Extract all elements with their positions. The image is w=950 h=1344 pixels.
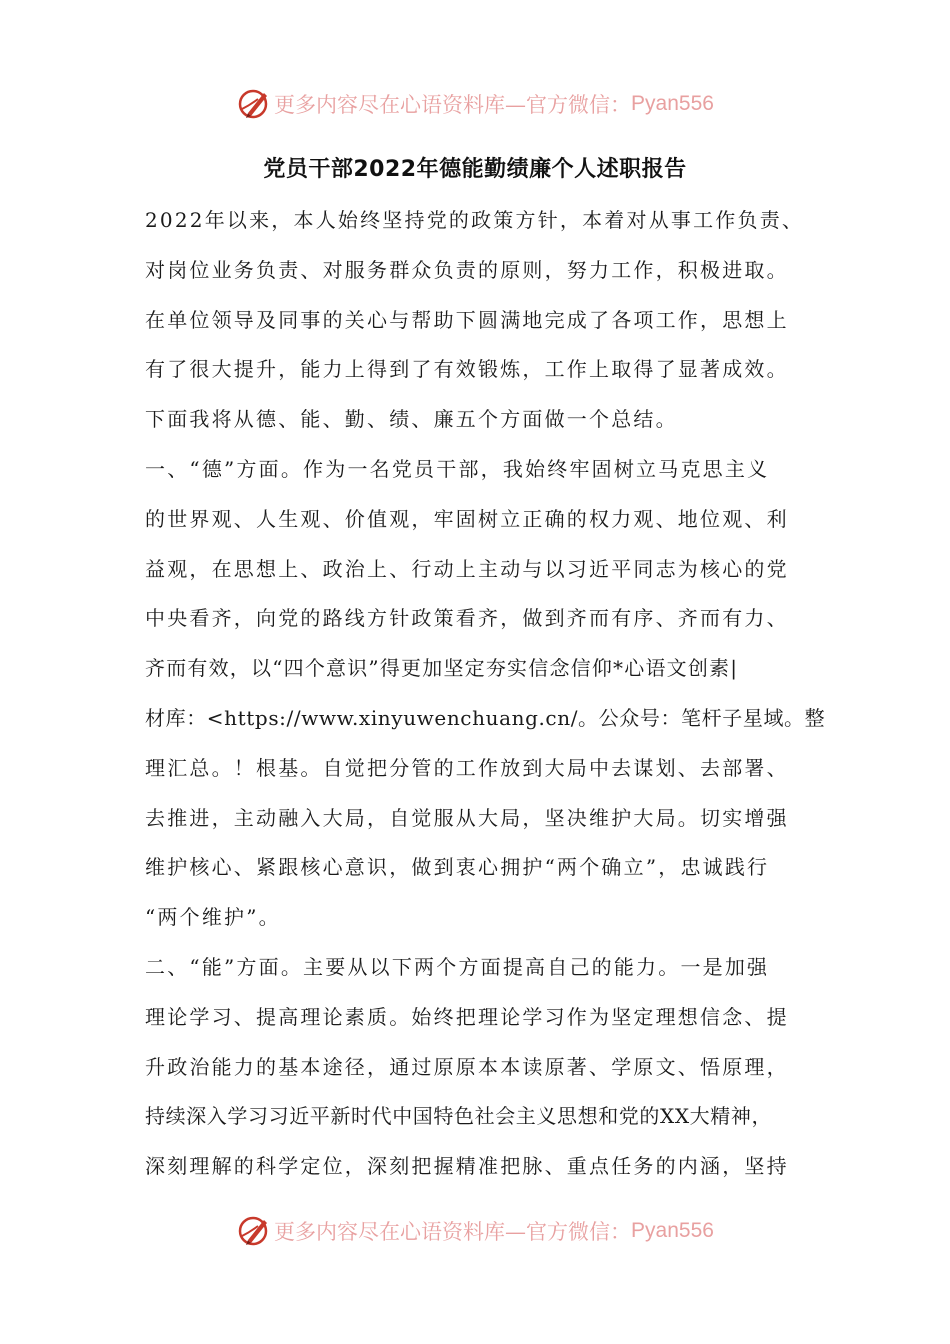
body-line: 材库：<https://www.xinyuwenchuang.cn/。公众号：笔杆子星域。整 bbox=[145, 705, 826, 730]
body-line: 理论学习、提高理论素质。始终把理论学习作为坚定理想信念、提 bbox=[145, 1004, 789, 1029]
header-banner-text: 更多内容尽在心语资料库—官方微信： bbox=[274, 93, 632, 117]
body-line: 维护核心、紧跟核心意识，做到衷心拥护“两个确立”，忠诚践行 bbox=[145, 855, 770, 880]
pen-circle-logo-icon bbox=[236, 87, 270, 121]
footer-banner-wechat: Pyan556 bbox=[631, 1219, 714, 1242]
body-line: 持续深入学习习近平新时代中国特色社会主义思想和党的XX大精神， bbox=[145, 1104, 773, 1129]
body-line: 中央看齐，向党的路线方针政策看齐，做到齐而有序、齐而有力、 bbox=[145, 606, 789, 631]
body-line: 的世界观、人生观、价值观，牢固树立正确的权力观、地位观、利 bbox=[145, 506, 789, 531]
body-line: 理汇总。！根基。自觉把分管的工作放到大局中去谋划、去部署、 bbox=[145, 755, 789, 780]
body-line: 二、“能”方面。主要从以下两个方面提高自己的能力。一是加强 bbox=[145, 954, 770, 979]
body-line: 一、“德”方面。作为一名党员干部，我始终牢固树立马克思主义 bbox=[145, 456, 770, 481]
body-line: 益观，在思想上、政治上、行动上主动与以习近平同志为核心的党 bbox=[145, 556, 789, 581]
body-line: 齐而有效，以“四个意识”得更加坚定夯实信念信仰*心语文创素| bbox=[145, 656, 739, 681]
body-line: 下面我将从德、能、勤、绩、廉五个方面做一个总结。 bbox=[145, 407, 678, 432]
document-body bbox=[145, 200, 826, 1196]
body-line: 去推进，主动融入大局，自觉服从大局，坚决维护大局。切实增强 bbox=[145, 805, 789, 830]
body-line: 有了很大提升，能力上得到了有效锻炼，工作上取得了显著成效。 bbox=[145, 357, 789, 382]
body-line: 升政治能力的基本途径，通过原原本本读原著、学原文、悟原理， bbox=[145, 1054, 789, 1079]
footer-banner-text: 更多内容尽在心语资料库—官方微信： bbox=[274, 1220, 632, 1244]
body-line: “两个维护”。 bbox=[145, 905, 281, 930]
header-banner bbox=[0, 84, 950, 124]
body-line: 深刻理解的科学定位，深刻把握精准把脉、重点任务的内涵，坚持 bbox=[145, 1154, 789, 1179]
footer-banner bbox=[0, 1211, 950, 1251]
body-line: 在单位领导及同事的关心与帮助下圆满地完成了各项工作，思想上 bbox=[145, 307, 789, 332]
body-line: 2022年以来，本人始终坚持党的政策方针，本着对从事工作负责、 bbox=[145, 208, 805, 232]
header-banner-wechat: Pyan556 bbox=[631, 92, 714, 115]
body-line: 对岗位业务负责、对服务群众负责的原则，努力工作，积极进取。 bbox=[145, 257, 789, 282]
pen-circle-logo-icon bbox=[236, 1214, 270, 1248]
document-title: 党员干部2022年德能勤绩廉个人述职报告 bbox=[263, 157, 687, 182]
